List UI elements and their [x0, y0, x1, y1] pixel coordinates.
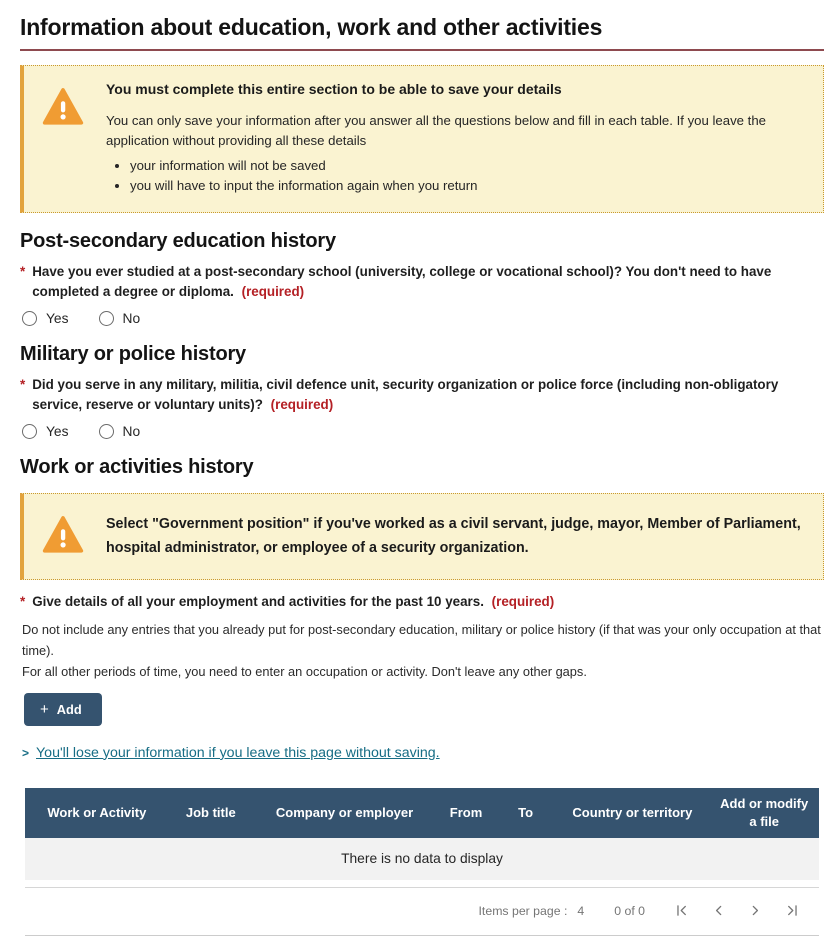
military-no-option[interactable] — [99, 424, 141, 439]
military-yes-option[interactable] — [22, 424, 69, 439]
page-range-label: 0 of 0 — [614, 903, 645, 918]
leave-warning-row — [22, 745, 824, 761]
last-page-icon — [786, 904, 799, 917]
military-question-text: Did you serve in any military, militia, civil defence unit, security organization or police force (including non-obligatory service, reserve or voluntary units)? — [32, 377, 779, 413]
save-warning-body: You can only save your information after you answer all the questions below and fill in each table. If you leave the application without providing all these details — [106, 113, 767, 149]
column-header-to: To — [518, 805, 534, 821]
radio-label: Yes — [46, 311, 69, 327]
work-question-text-wrap — [32, 592, 554, 612]
education-radio-group — [22, 311, 824, 326]
items-per-page-value[interactable]: 4 — [577, 903, 585, 918]
radio-label: No — [122, 311, 141, 327]
work-question — [20, 592, 824, 612]
save-warning-title: You must complete this entire section to be able to save your details — [106, 81, 562, 97]
education-required-label: (required) — [241, 283, 305, 299]
work-help-line: For all other periods of time, you need to enter an occupation or activity. Don't leave any other gaps. — [22, 663, 587, 679]
save-warning-bullet: • your information will not be saved — [130, 156, 807, 176]
items-per-page — [479, 904, 585, 918]
work-help-text — [22, 619, 824, 682]
empty-table-message: There is no data to display — [25, 838, 819, 880]
save-warning-list — [106, 156, 807, 197]
column-header-file: Add or modify a file — [720, 796, 809, 829]
first-page-icon — [675, 904, 688, 917]
table-header-row — [25, 788, 819, 838]
military-question — [20, 375, 824, 415]
page-title: Information about education, work and other activities — [20, 10, 824, 51]
add-button-label: Add — [56, 701, 82, 717]
government-position-alert — [20, 493, 824, 580]
section-heading-military: Military or police history — [20, 343, 246, 366]
education-yes-option[interactable] — [22, 311, 69, 326]
warning-icon — [36, 507, 84, 560]
column-header-work-activity: Work or Activity — [47, 805, 147, 821]
education-question-text: Have you ever studied at a post-secondary school (university, college or vocational school)? You don't need to have completed a degree or diploma. — [32, 263, 772, 299]
work-question-text: Give details of all your employment and activities for the past 10 years. — [32, 594, 484, 610]
leave-warning-link[interactable]: You'll lose your information if you leave this page without saving. — [36, 744, 440, 761]
save-warning-alert — [20, 65, 824, 213]
section-heading-work: Work or activities history — [20, 456, 254, 479]
first-page-button[interactable] — [675, 904, 688, 917]
column-header-from: From — [449, 805, 483, 821]
radio-label: No — [122, 424, 141, 440]
plus-icon: + — [40, 700, 49, 718]
save-warning-bullet: • you will have to input the information again when you return — [130, 176, 807, 196]
military-yes-radio[interactable] — [22, 424, 37, 439]
table-pagination — [25, 888, 819, 936]
required-asterisk: * — [20, 377, 26, 393]
military-radio-group — [22, 424, 824, 439]
work-required-label: (required) — [491, 594, 555, 610]
column-header-country: Country or territory — [572, 805, 693, 821]
next-page-icon — [749, 904, 762, 917]
items-per-page-label: Items per page : — [478, 903, 568, 918]
previous-page-icon — [712, 904, 725, 917]
education-question-text-wrap — [32, 262, 824, 302]
work-activities-table — [25, 788, 819, 936]
education-no-radio[interactable] — [99, 311, 114, 326]
government-position-content — [84, 507, 807, 566]
last-page-button[interactable] — [786, 904, 799, 917]
pager-controls — [675, 904, 799, 917]
education-no-option[interactable] — [99, 311, 141, 326]
required-asterisk: * — [20, 594, 26, 610]
military-no-radio[interactable] — [99, 424, 114, 439]
column-header-job-title: Job title — [185, 805, 236, 821]
section-heading-education: Post-secondary education history — [20, 229, 336, 252]
military-question-text-wrap — [32, 375, 824, 415]
education-question — [20, 262, 824, 302]
column-header-company: Company or employer — [275, 805, 414, 821]
education-yes-radio[interactable] — [22, 311, 37, 326]
military-required-label: (required) — [270, 397, 334, 413]
previous-page-button[interactable] — [712, 904, 725, 917]
add-button[interactable] — [24, 693, 102, 726]
government-position-text: Select "Government position" if you've worked as a civil servant, judge, mayor, Member of Parliament, hospital administrator, or employee of a security organization. — [106, 516, 801, 556]
warning-icon — [36, 79, 84, 132]
save-warning-content — [84, 79, 807, 199]
radio-label: Yes — [46, 424, 69, 440]
table-divider — [25, 880, 819, 888]
work-help-line: Do not include any entries that you already put for post-secondary education, military or police history (if that was your only occupation at that time). — [22, 621, 821, 658]
required-asterisk: * — [20, 263, 26, 279]
chevron-right-icon: > — [22, 745, 30, 760]
next-page-button[interactable] — [749, 904, 762, 917]
